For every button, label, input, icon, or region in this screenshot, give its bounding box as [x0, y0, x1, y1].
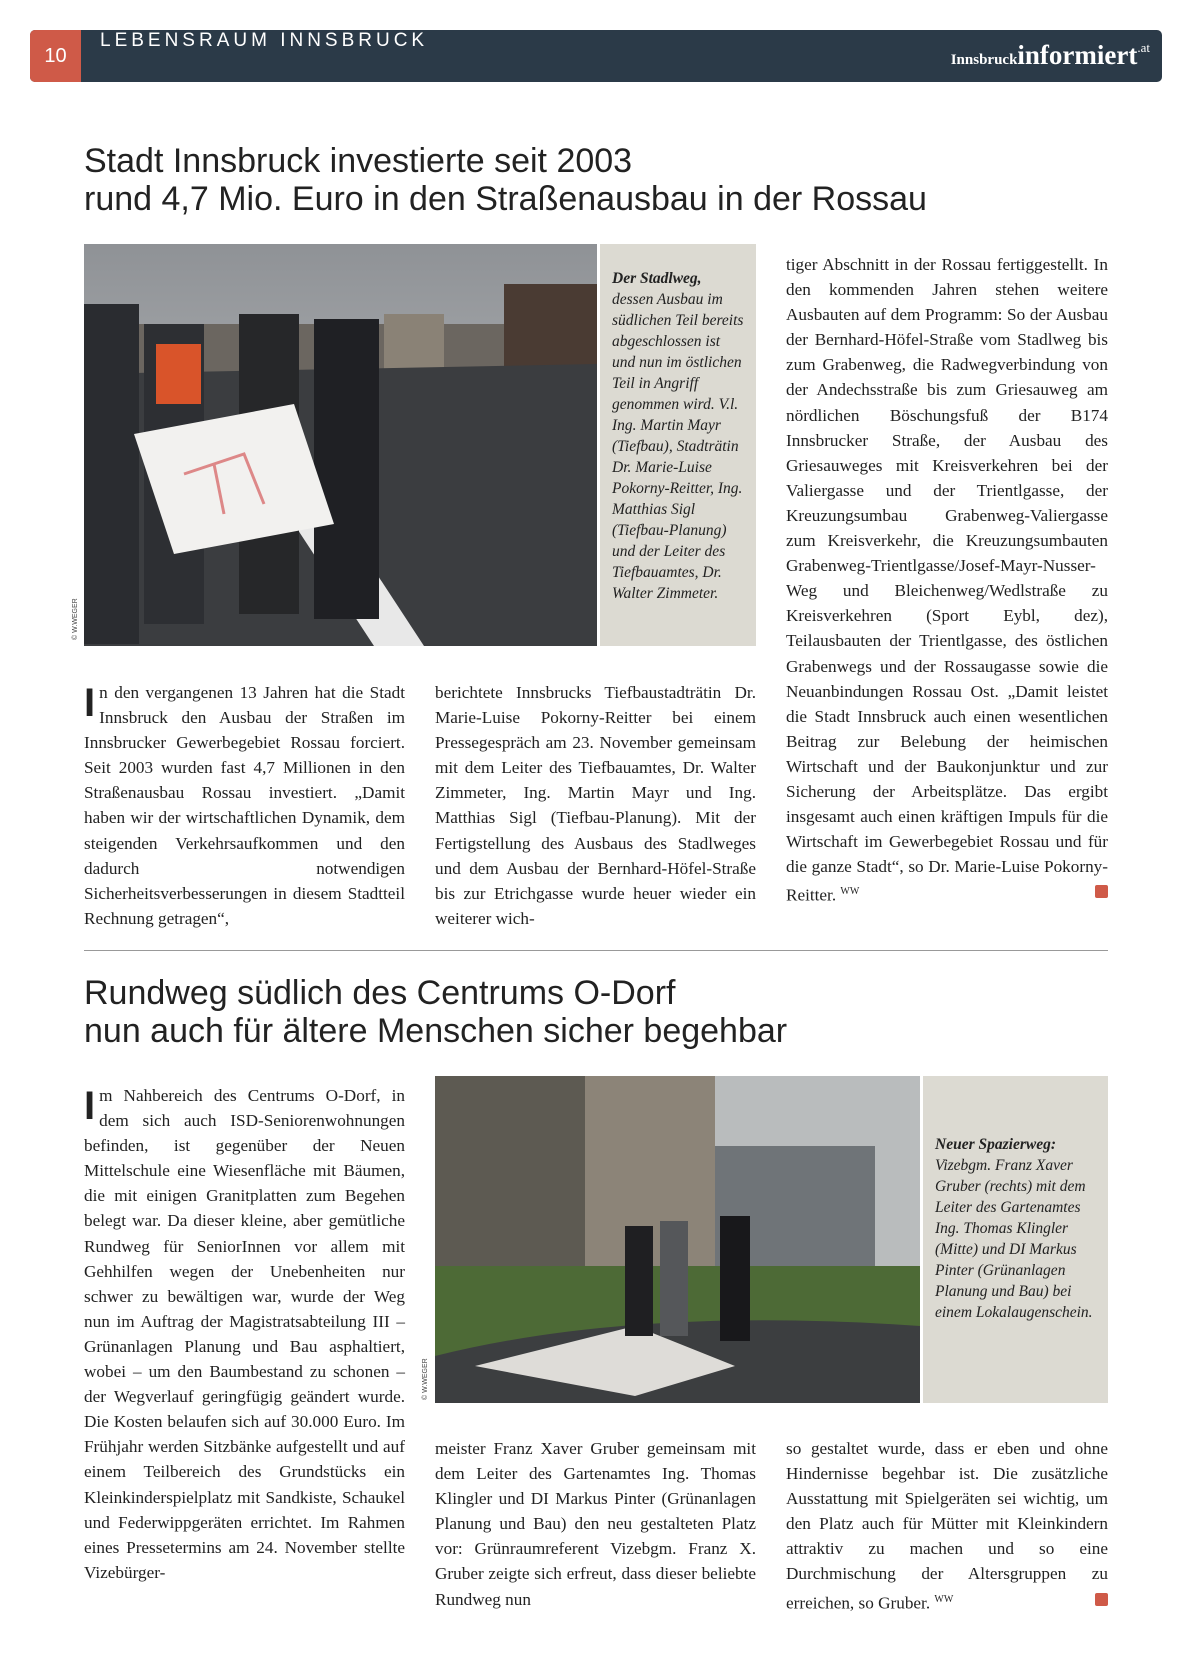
- article2-photo: [435, 1076, 920, 1403]
- article1-col3: tiger Abschnitt in der Rossau fertiggestellt. In den kommenden Jahren stehen weitere Ausbauten auf dem Programm: So der Ausbau der Bernhard-Höfel-Straße vom Stadlweg bis zum Grabenweg, die Radwegverbindung von der Andechsstraße bis zum Griesauweg am nördlichen Böschungsfuß der B174 Innsbrucker Straße, der Ausbau des Griesauweges mit Kreisverkehren bei der Valiergasse und der Trientlgasse, der Kreuzungsumbau Grabenweg-Valiergasse zum Kreisverkehr, die Kreuzungsumbauten Grabenweg-Trientlgasse/Josef-Mayr-Nusser-Weg und Bleichenweg/Wedlstraße zu Kreisverkehren (Sport Eybl, dez), Teilausbauten der Trientlgasse, des östlichen Grabenwegs und der Rossaugasse sowie die Neuanbindungen Rossau Ost. „Damit leistet die Stadt Innsbruck auch einen wesentlichen Beitrag zur Belebung der heimischen Wirtschaft und der Baukonjunktur und zur Sicherung der Arbeitsplätze. Das ergibt insgesamt auch einen kräftigen Impuls für die Wirtschaft im Gewerbegebiet Rossau und für die ganze Stadt“, so Dr. Marie-Luise Pokorny-Reitter. $^{WW}$: [786, 255, 1108, 906]
- photo-credit: © W.WEGER: [72, 598, 79, 640]
- section-title: LEBENSRAUM INNSBRUCK: [100, 30, 429, 51]
- article1-headline: Stadt Innsbruck investierte seit 2003 rund 4,7 Mio. Euro in den Straßenausbau in der Rossau: [84, 142, 927, 218]
- end-mark: [1095, 1593, 1108, 1606]
- photo-credit: © W.WEGER: [422, 1358, 429, 1400]
- article1-caption: Der Stadlweg, dessen Ausbau im südlichen Teil bereits abgeschlossen ist und nun im östlichen Teil in Angriff genommen wird. V.l. Ing. Martin Mayr (Tiefbau), Stadträtin Dr. Marie-Luise Pokorny-Reitter, Ing. Matthias Sigl (Tiefbau-Planung) und der Leiter des Tiefbauamtes, Dr. Walter Zimmeter.: [600, 244, 756, 646]
- author-signature: WW: [840, 886, 860, 898]
- article2-caption: Neuer Spazierweg: Vizebgm. Franz Xaver Gruber (rechts) mit dem Leiter des Gartenamtes Ing. Thomas Klingler (Mitte) und DI Markus Pinter (Grünanlagen Planung und Bau) bei einem Lokalaugenschein.: [923, 1076, 1108, 1403]
- article2-col1: Im Nahbereich des Centrums O-Dorf, in dem sich auch ISD-Seniorenwohnungen befinden, ist gegenüber der Neuen Mittelschule eine Wiesenfläche mit Bäumen, die mit einigen Granitplatten zum Begehen belegt war. Da dieser kleine, aber gemütliche Rundweg für SeniorInnen vor allem mit Gehhilfen wegen der Unebenheiten nur schwer zu bewältigen war, wurde der Weg nun im Auftrag der Magistratsabteilung III – Grünanlagen Planung und Bau asphaltiert, wobei – um den Baumbestand zu schonen – der Wegverlauf geringfügig geändert wurde. Die Kosten belaufen sich auf 30.000 Euro. Im Frühjahr werden Sitzbänke aufgestellt und auf einem Teilbereich des Grundstücks ein Kleinkinderspielplatz mit Sandkiste, Schaukel und Federwippgeräten errichtet. Im Rahmen eines Pressetermins am 24. November stellte Vizebürger-: [84, 1084, 405, 1582]
- page-number: 10: [30, 30, 81, 82]
- article1-photo: [84, 244, 597, 646]
- end-mark: [1095, 885, 1108, 898]
- drop-cap: I: [84, 1084, 96, 1128]
- drop-cap: I: [84, 681, 96, 725]
- article2-headline: Rundweg südlich des Centrums O-Dorf nun auch für ältere Menschen sicher begehbar: [84, 974, 788, 1050]
- divider: [84, 950, 1108, 951]
- article1-col2: berichtete Innsbrucks Tiefbaustadträtin Dr. Marie-Luise Pokorny-Reitter bei einem Pressegespräch am 23. November gemeinsam mit dem Leiter des Tiefbauamtes, Dr. Walter Zimmeter, Ing. Martin Mayr und Ing. Matthias Sigl (Tiefbau-Planung). Mit der Fertigstellung des Ausbaus des Stadlweges und dem Ausbau der Bernhard-Höfel-Straße bis zur Etrichgasse wurde heuer wieder ein weiterer wich-: [435, 683, 756, 928]
- article2-col2: meister Franz Xaver Gruber gemeinsam mit dem Leiter des Gartenamtes Ing. Thomas Klingler und DI Markus Pinter (Grünanlagen Planung und Bau) den neu gestalteten Platz vor: Grünraumreferent Vizebgm. Franz X. Gruber zeigte sich erfreut, dass dieser beliebte Rundweg nun: [435, 1439, 756, 1609]
- article2-col3: so gestaltet wurde, dass er eben und ohne Hindernisse begehbar ist. Die zusätzliche Ausstattung mit Spielgeräten sei wichtig, um den Platz auch für Mütter mit Kleinkindern attraktiv zu machen und so eine Durchmischung der Altersgruppen zu erreichen, so Gruber. $^{WW}$: [786, 1439, 1108, 1613]
- page-header: [30, 30, 1162, 82]
- author-signature: WW: [934, 1593, 954, 1605]
- publication-logo: Innsbruckinformiert$^{.at}$: [950, 40, 1150, 70]
- article1-col1: In den vergangenen 13 Jahren hat die Stadt Innsbruck den Ausbau der Straßen im Innsbrucker Gewerbegebiet Rossau forciert. Seit 2003 wurden fast 4,7 Millionen in den Straßenausbau Rossau investiert. „Damit haben wir der wirtschaftlichen Dynamik, dem steigenden Verkehrsaufkommen und den dadurch notwendigen Sicherheitsverbesserungen in diesem Stadtteil Rechnung getragen“,: [84, 681, 405, 928]
